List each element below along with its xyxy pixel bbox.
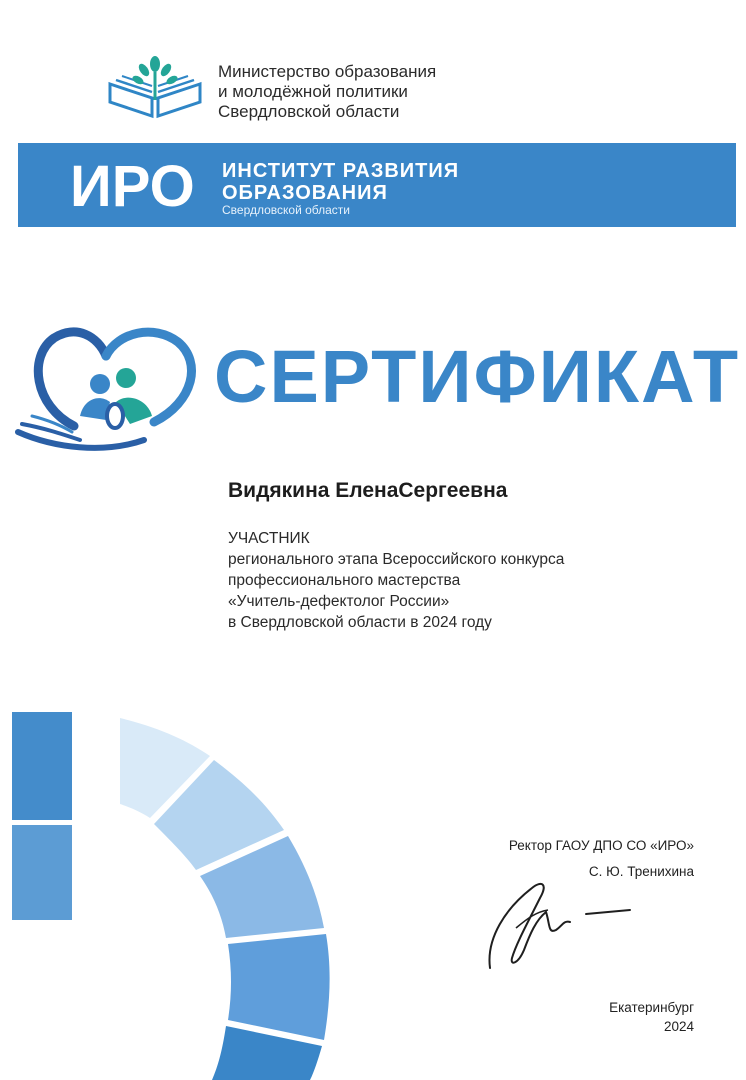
body-line-status: УЧАСТНИК: [228, 530, 310, 547]
arc-segment: [228, 934, 330, 1040]
heart-hands-logo-icon: [14, 316, 204, 458]
ministry-name: Министерство образования и молодёжной политики Свердловской области: [218, 62, 437, 121]
body-line: «Учитель-дефектолог России»: [228, 593, 450, 610]
recipient-name: Видякина ЕленаСергеевна: [228, 479, 508, 502]
issue-city: Екатеринбург: [609, 1000, 694, 1015]
iro-logo-text: ИРО: [70, 154, 195, 218]
body-line: профессионального мастерства: [228, 572, 461, 589]
ministry-emblem-icon: [106, 54, 204, 120]
arc-segment: [12, 825, 72, 920]
body-line: регионального этапа Всероссийского конкурса: [228, 551, 565, 568]
issue-year: 2024: [663, 1019, 694, 1034]
body-line: в Свердловской области в 2024 году: [228, 614, 492, 631]
iro-logo: [70, 152, 210, 218]
decorative-arcs: [0, 700, 460, 1080]
handwritten-signature: [476, 868, 636, 978]
rector-name: С. Ю. Тренихина: [588, 864, 694, 879]
iro-region: Свердловской области: [222, 203, 351, 217]
rector-title: Ректор ГАОУ ДПО СО «ИРО»: [508, 838, 694, 853]
iro-name-line2: ОБРАЗОВАНИЯ: [222, 182, 388, 204]
certificate-title: СЕРТИФИКАТ: [214, 335, 741, 418]
iro-name-line1: ИНСТИТУТ РАЗВИТИЯ: [222, 160, 460, 182]
certificate-body: [228, 528, 564, 633]
arc-segment: [12, 712, 72, 820]
